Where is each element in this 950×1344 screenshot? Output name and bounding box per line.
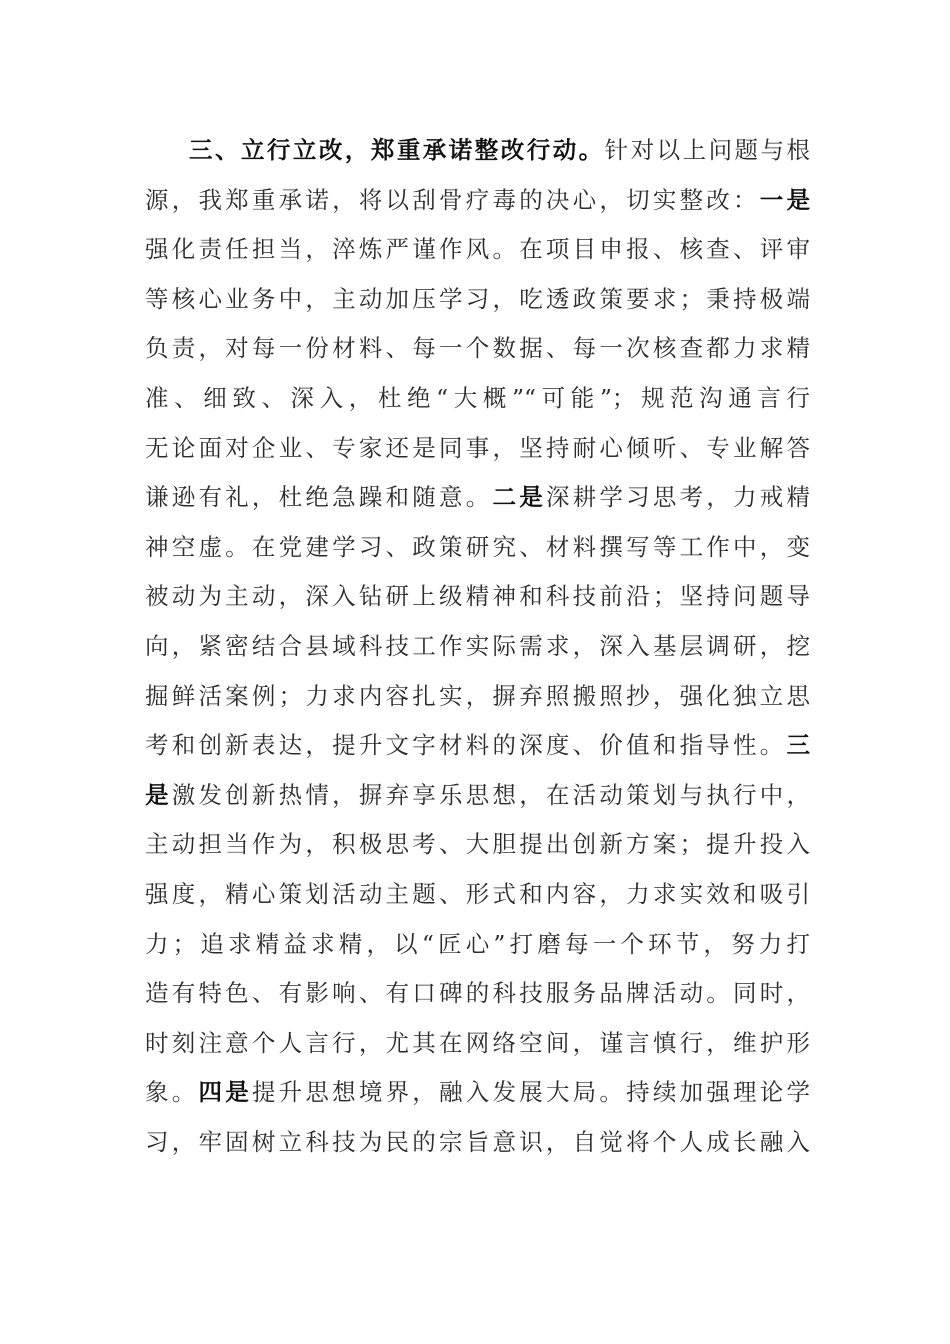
text-run: 提升思想境界，融入发展大局。持续加强理论学 <box>251 1078 810 1107</box>
text-line <box>145 275 810 325</box>
bold-text-run: 是 <box>145 780 172 809</box>
text-run: 象。 <box>145 1078 199 1107</box>
text-line <box>145 721 810 771</box>
text-run: 造有特色、有影响、有口碑的科技服务品牌活动。同时， <box>145 979 810 1008</box>
bold-text-run: 二是 <box>492 483 546 512</box>
text-run: 神空虚。在党建学习、政策研究、材料撰写等工作中，变 <box>145 532 810 561</box>
bold-text-run: 一是 <box>759 185 810 214</box>
text-run: 深耕学习思考，力戒精 <box>545 483 810 512</box>
text-line <box>145 176 810 226</box>
text-line <box>145 1068 810 1118</box>
text-line <box>145 870 810 920</box>
bold-text-run: 四是 <box>198 1078 252 1107</box>
text-run: 主动担当作为，积极思考、大胆提出创新方案；提升投入 <box>145 830 810 859</box>
text-run: 负责，对每一份材料、每一个数据、每一次核查都力求精 <box>145 334 810 363</box>
text-run: 源，我郑重承诺，将以刮骨疗毒的决心，切实整改： <box>145 185 760 214</box>
text-line <box>145 672 810 722</box>
text-line <box>145 572 810 622</box>
text-line <box>145 523 810 573</box>
text-run: 等核心业务中，主动加压学习，吃透政策要求；秉持极端 <box>145 284 810 313</box>
text-run: 无论面对企业、专家还是同事，坚持耐心倾听、专业解答 <box>145 433 810 462</box>
bold-text-run: 三、立行立改，郑重承诺整改行动。 <box>189 136 605 164</box>
text-run: 强度，精心策划活动主题、形式和内容，力求实效和吸引 <box>145 879 810 908</box>
text-line <box>145 374 810 424</box>
text-line <box>145 1019 810 1069</box>
text-line <box>145 920 810 970</box>
bold-text-run: 三 <box>786 731 810 760</box>
text-run: 考和创新表达，提升文字材料的深度、价值和指导性。 <box>145 731 787 760</box>
text-run: 力；追求精益求精，以“匠心”打磨每一个环节，努力打 <box>145 929 810 958</box>
text-line <box>145 622 810 672</box>
text-line <box>145 1118 810 1168</box>
text-run: 掘鲜活案例；力求内容扎实，摒弃照搬照抄，强化独立思 <box>145 681 810 710</box>
text-line <box>145 126 810 176</box>
text-run: 针对以上问题与根 <box>604 136 810 164</box>
text-run: 谦逊有礼，杜绝急躁和随意。 <box>145 483 493 512</box>
text-run: 习，牢固树立科技为民的宗旨意识，自觉将个人成长融入 <box>145 1127 810 1156</box>
text-run: 时刻注意个人言行，尤其在网络空间，谨言慎行，维护形 <box>145 1028 810 1057</box>
text-run: 准、细致、深入，杜绝“大概”“可能”；规范沟通言行 <box>145 383 810 412</box>
rectification-paragraph <box>145 126 810 1167</box>
text-line <box>145 424 810 474</box>
text-line <box>145 225 810 275</box>
text-line <box>145 324 810 374</box>
text-run: 激发创新热情，摒弃享乐思想，在活动策划与执行中， <box>171 780 810 809</box>
text-run: 被动为主动，深入钻研上级精神和科技前沿；坚持问题导 <box>145 582 810 611</box>
text-line <box>145 969 810 1019</box>
text-line <box>145 771 810 821</box>
text-line <box>145 473 810 523</box>
text-run: 强化责任担当，淬炼严谨作风。在项目申报、核查、评审 <box>145 235 810 264</box>
text-line <box>145 820 810 870</box>
text-run: 向，紧密结合县域科技工作实际需求，深入基层调研，挖 <box>145 631 810 660</box>
